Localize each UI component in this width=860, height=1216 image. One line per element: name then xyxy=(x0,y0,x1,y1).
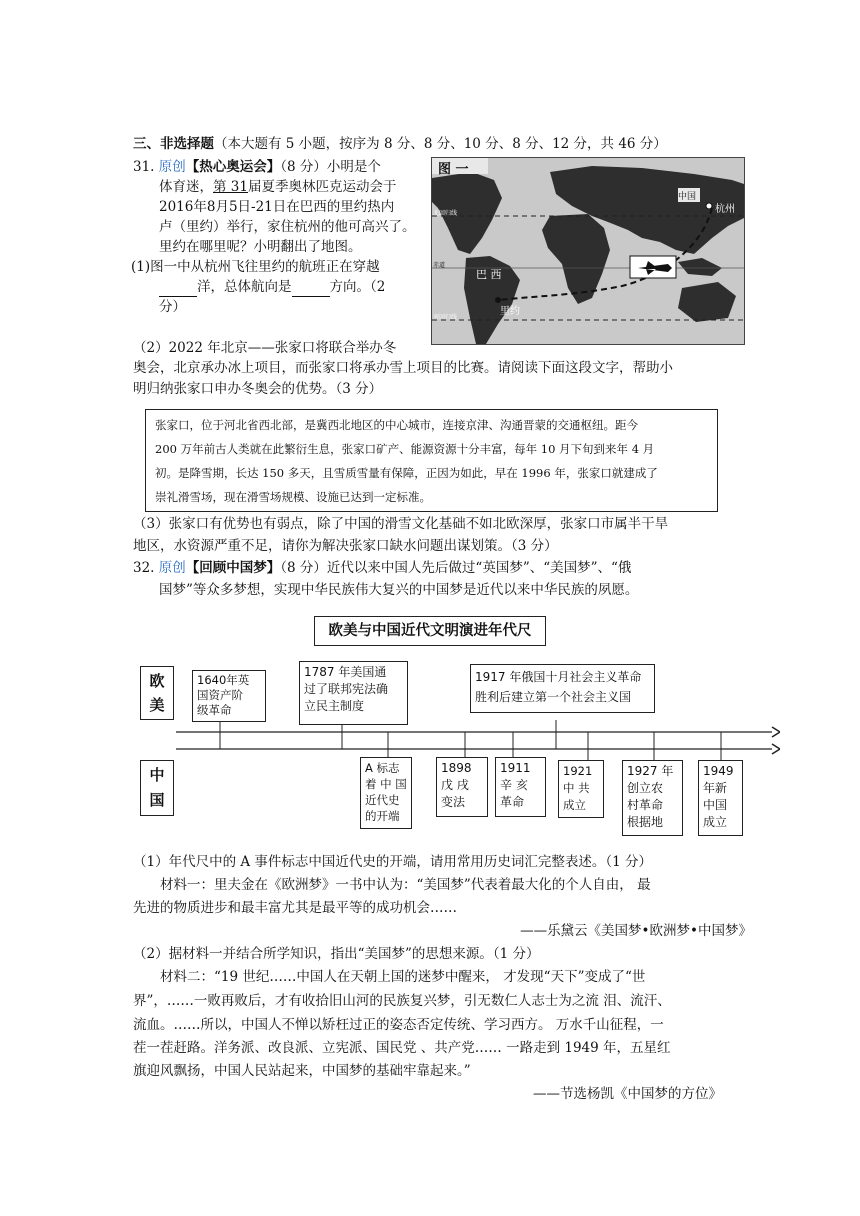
equator-label: 赤道 xyxy=(433,262,446,269)
passage-line: 张家口，位于河北省西北部，是冀西北地区的中心城市，连接京津、沟通晋蒙的交通枢纽。距今 xyxy=(155,418,638,432)
q32-sub-question-2: （2）据材料一并结合所学知识，指出“美国梦”的思想来源。（1 分） xyxy=(133,946,540,962)
section-header xyxy=(133,134,667,154)
material-2-line: 流血。……所以，中国人不惮以矫枉过正的姿态否定传统、学习西方。 万水千山征程，一 xyxy=(133,1017,664,1033)
event-a: A 标志 着 中 国 近代史 的开端 xyxy=(360,757,412,829)
passage-line: 初。是降雪期，长达 150 多天，且雪质雪量有保障，正因为如此，早在 1996 年，张家口就建成了 xyxy=(155,466,658,480)
q31-intro xyxy=(133,157,416,317)
intro-text: 卢（里约）举行，家住杭州的他可高兴了。 xyxy=(159,219,416,235)
intro-text: 小明是个 xyxy=(326,159,381,175)
event-1917: 1917 年俄国十月社会主义革命 胜利后建立第一个社会主义国 xyxy=(470,664,655,713)
sub-question-2-line: 明归纳张家口申办冬奥会的优势。（3 分） xyxy=(133,381,383,397)
timeline-title: 欧美与中国近代文明演进年代尺 xyxy=(314,616,546,646)
question-title: 【回顾中国梦】 xyxy=(185,560,281,576)
material-2-line: 旗迎风飘扬，中国人民站起来，中国梦的基础牢靠起来。” xyxy=(133,1063,471,1079)
china-label: 中国 xyxy=(678,192,697,202)
intro-text: 2016年8月5日-21日在巴西的里约热内 xyxy=(159,199,395,215)
event-1787: 1787 年美国通 过了联邦宪法确 立民主制度 xyxy=(299,661,408,725)
hangzhou-label: 杭州 xyxy=(715,204,735,215)
reading-passage-box xyxy=(145,409,718,512)
tropic-capricorn-label: 南回归线 xyxy=(433,314,458,321)
world-map xyxy=(432,158,744,344)
question-intro: （8 分）近代以来中国人先后做过“英国梦”、“美国梦”、“俄 xyxy=(280,560,632,576)
sub-question-1-text: 方向。（2 xyxy=(329,279,386,295)
sub-question-3-line: （3）张家口有优势也有弱点，除了中国的滑雪文化基础不如北欧深厚，张家口市属半干旱 xyxy=(133,516,669,532)
intro-text: 里约在哪里呢？小明翻出了地图。 xyxy=(159,239,362,255)
intro-text: 届夏季奥林匹克运动会于 xyxy=(247,179,397,195)
material-2-line: 材料二：“19 世纪……中国人在天朝上国的迷梦中醒来， 才发现“天下”变成了“世 xyxy=(160,969,646,985)
world-map-figure xyxy=(431,157,745,345)
material-1-source: ——乐黛云《美国梦•欧洲梦•中国梦》 xyxy=(520,923,752,939)
answer-blank[interactable] xyxy=(292,282,330,297)
question-number: 31. xyxy=(133,159,155,175)
material-2-line: 界”，……一败再败后，才有收拾旧山河的民族复兴梦，引无数仁人志士为之流 泪、流汗、 xyxy=(133,993,671,1009)
passage-line: 200 万年前古人类就在此繁衍生息，张家口矿产、能源资源十分丰富，每年 10 月下旬到来年 4 月 xyxy=(155,442,655,456)
q32-header xyxy=(133,558,631,578)
q32-sub-question-1: （1）年代尺中的 A 事件标志中国近代史的开端，请用常用历史词汇完整表述。（1 分） xyxy=(133,854,653,870)
question-number: 32. xyxy=(133,560,155,576)
event-1921: 1921 中 共 成立 xyxy=(558,760,604,818)
material-1-line: 先进的物质进步和最丰富尤其是最平等的成功机会…… xyxy=(133,900,457,916)
question-score: （8 分） xyxy=(280,159,327,175)
sub-question-3-line: 地区，水资源严重不足，请你为解决张家口缺水问题出谋划策。（3 分） xyxy=(133,538,558,554)
map-label: 图 一 xyxy=(438,162,469,177)
section-note: （本大题有 5 小题，按序为 8 分、8 分、10 分、8 分、12 分，共 46 分） xyxy=(214,136,667,152)
event-1911: 1911 辛 亥 革命 xyxy=(495,757,546,817)
timeline-axis xyxy=(176,720,780,760)
original-tag: 原创 xyxy=(158,560,186,576)
original-tag: 原创 xyxy=(158,159,186,175)
q32-intro-line2: 国梦”等众多梦想，实现中华民族伟大复兴的中国梦是近代以来中华民族的夙愿。 xyxy=(159,582,639,598)
brazil-label: 巴 西 xyxy=(476,268,502,281)
event-1898: 1898 戊 戌 变法 xyxy=(436,757,488,817)
intro-text: 体育迷， xyxy=(159,179,213,195)
timeline-figure xyxy=(140,612,780,837)
intro-text-underlined: 第 31 xyxy=(213,179,248,195)
sub-question-1: (1)图一中从杭州飞往里约的航班正在穿越 xyxy=(131,259,380,275)
material-2-source: ——节选杨凯《中国梦的方位》 xyxy=(533,1086,722,1102)
tropic-cancer-label: 北回归线 xyxy=(433,210,458,217)
passage-line: 崇礼滑雪场，现在滑雪场规模、设施已达到一定标准。 xyxy=(155,490,431,504)
sub-question-2-line: （2）2022 年北京——张家口将联合举办冬 xyxy=(133,340,397,356)
answer-blank[interactable] xyxy=(159,282,197,297)
rio-label: 里约 xyxy=(500,306,520,317)
sub-question-1-score: 分） xyxy=(159,299,186,315)
event-1927: 1927 年 创立农 村革命 根据地 xyxy=(622,760,683,836)
sub-question-2-line: 奥会，北京承办冰上项目，而张家口将承办雪上项目的比赛。请阅读下面这段文字，帮助小 xyxy=(133,360,673,376)
material-1-line: 材料一：里夫金在《欧洲梦》一书中认为：“美国梦”代表着最大化的个人自由， 最 xyxy=(160,877,651,893)
west-label: 欧 美 xyxy=(140,666,174,720)
event-1640: 1640年英 国资产阶 级革命 xyxy=(192,670,266,722)
question-title: 【热心奥运会】 xyxy=(185,159,281,175)
event-1949: 1949 年新 中国 成立 xyxy=(698,760,743,836)
china-label: 中 国 xyxy=(140,760,174,816)
sub-question-1-text: 洋，总体航向是 xyxy=(197,279,292,295)
section-title: 三、非选择题 xyxy=(133,136,214,152)
material-2-line: 茬一茬赶路。洋务派、改良派、立宪派、国民党 、共产党…… 一路走到 1949 年，五星红 xyxy=(133,1040,671,1056)
